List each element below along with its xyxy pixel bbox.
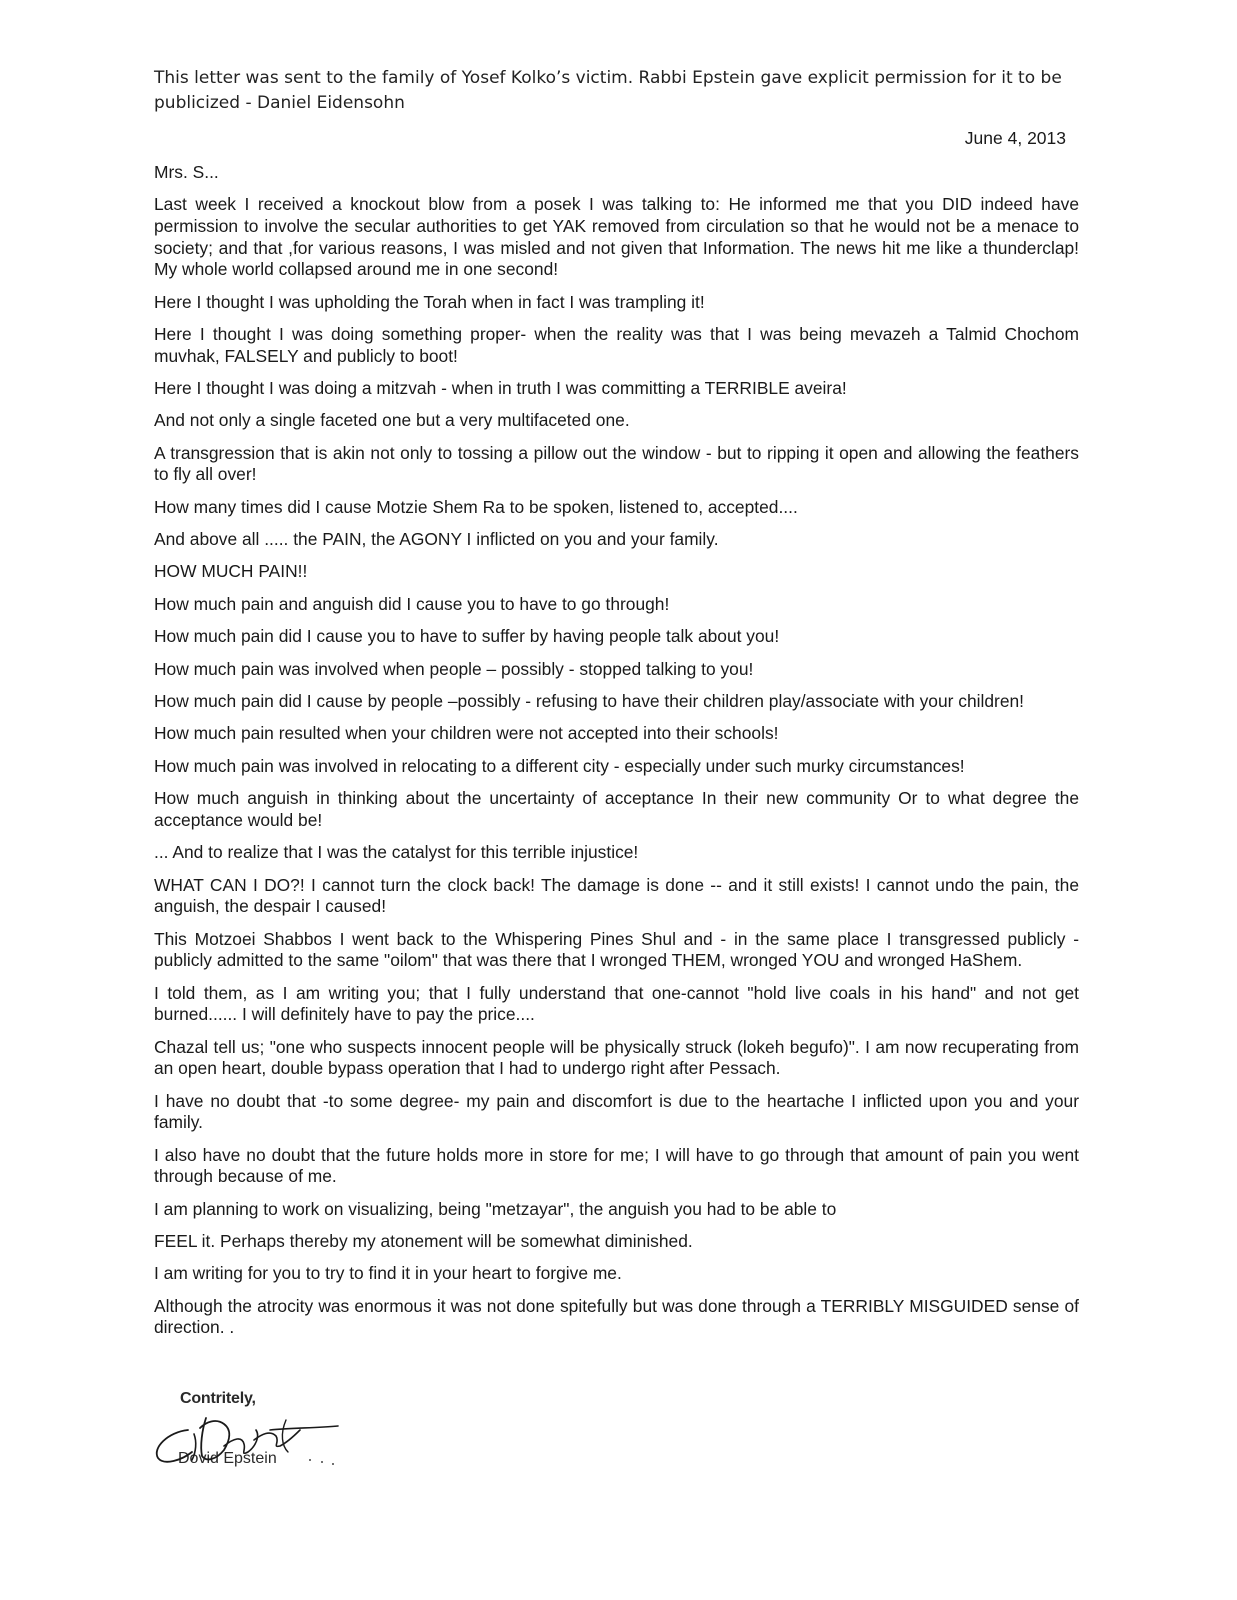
paragraph: This Motzoei Shabbos I went back to the Whispering Pines Shul and - in the same place I transgressed publicly - publicly admitted to the same "oilom" that was there that I wronged THEM, wronged YOU and wronged HaShem. [154, 928, 1079, 971]
paragraph: And not only a single faceted one but a very multifaceted one. [154, 410, 630, 431]
paragraph: Here I thought I was upholding the Torah when in fact I was trampling it! [154, 291, 705, 312]
paragraph: I am writing for you to try to find it in your heart to forgive me. [154, 1263, 622, 1284]
paragraph: How much anguish in thinking about the uncertainty of acceptance In their new community Or to what degree the acceptance would be! [154, 788, 1079, 830]
letter-body [154, 162, 1079, 1339]
paragraph: I also have no doubt that the future holds more in store for me; I will have to go through that amount of pain you went through because of me. [154, 1144, 1079, 1187]
salutation: Mrs. S... [154, 162, 219, 182]
paragraph: HOW MUCH PAIN!! [154, 561, 308, 582]
paragraph: Here I thought I was doing a mitzvah - when in truth I was committing a TERRIBLE aveira! [154, 377, 847, 398]
paragraph: WHAT CAN I DO?! I cannot turn the clock back! The damage is done -- and it still exists! I cannot undo the pain, the anguish, the despair I caused! [154, 874, 1079, 917]
paragraph: How much pain did I cause by people –possibly - refusing to have their children play/associate with your children! [154, 691, 1024, 712]
header-note: This letter was sent to the family of Yosef Kolko’s victim. Rabbi Epstein gave explicit permission for it to be publicized - Daniel Eidensohn [154, 68, 1062, 113]
paragraph: Although the atrocity was enormous it was not done spitefully but was done through a TERRIBLY MISGUIDED sense of direction. . [154, 1295, 1079, 1338]
handwritten-signature-icon [150, 1390, 350, 1480]
signature-block [150, 1390, 350, 1480]
paragraph: Chazal tell us; "one who suspects innocent people will be physically struck (lokeh begufo)". I am now recuperating from an open heart, double bypass operation that I had to undergo right after Pessach. [154, 1036, 1079, 1079]
letter-date: June 4, 2013 [964, 128, 1066, 148]
paragraph: Last week I received a knockout blow from a posek I was talking to: He informed me that you DID indeed have permission to involve the secular authorities to get YAK removed from circulation so that he would not be a menace to society; and that ,for various reasons, I was misled and not given that Information. The news hit me like a thunderclap! My whole world collapsed around me in one second! [154, 194, 1079, 280]
paragraph: How many times did I cause Motzie Shem Ra to be spoken, listened to, accepted.... [154, 496, 798, 517]
paragraph: I have no doubt that -to some degree- my pain and discomfort is due to the heartache I inflicted upon you and your family. [154, 1090, 1079, 1133]
paragraph: FEEL it. Perhaps thereby my atonement will be somewhat diminished. [154, 1230, 693, 1251]
paragraph: ... And to realize that I was the catalyst for this terrible injustice! [154, 842, 639, 863]
paragraph: I told them, as I am writing you; that I fully understand that one-cannot "hold live coals in his hand" and not get burned...... I will definitely have to pay the price.... [154, 982, 1079, 1025]
paragraph: Here I thought I was doing something proper- when the reality was that I was being mevazeh a Talmid Chochom muvhak, FALSELY and publicly to boot! [154, 323, 1079, 366]
signature-name: Dovid Epstein [178, 1450, 277, 1467]
paragraph: How much pain was involved when people – possibly - stopped talking to you! [154, 658, 754, 679]
paragraph: How much pain was involved in relocating to a different city - especially under such murky circumstances! [154, 755, 965, 776]
paragraph: How much pain resulted when your children were not accepted into their schools! [154, 723, 779, 744]
paragraph: And above all ..... the PAIN, the AGONY I inflicted on you and your family. [154, 529, 719, 550]
paragraph: How much pain and anguish did I cause you to have to go through! [154, 593, 670, 614]
paragraph: I am planning to work on visualizing, being "metzayar", the anguish you had to be able to [154, 1198, 837, 1219]
signature-closing: Contritely, [180, 1390, 256, 1407]
paragraph: A transgression that is akin not only to tossing a pillow out the window - but to ripping it open and allowing the feathers to fly all over! [154, 442, 1079, 485]
paragraph: How much pain did I cause you to have to suffer by having people talk about you! [154, 626, 780, 647]
